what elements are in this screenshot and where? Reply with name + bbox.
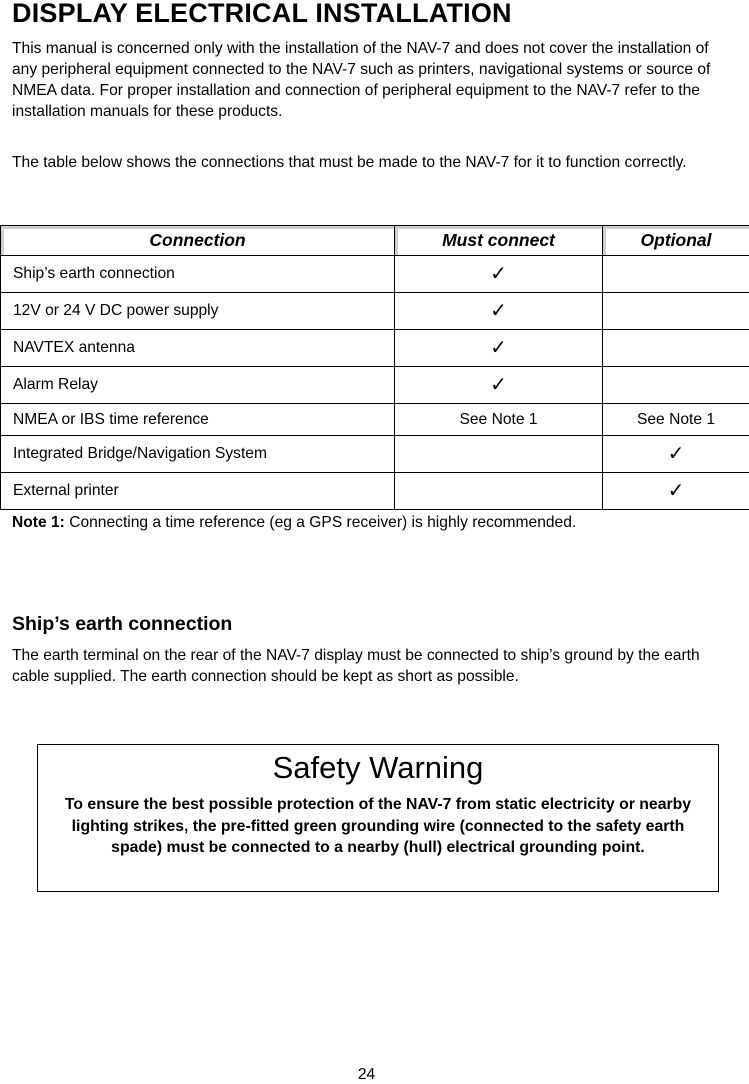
note-text: Connecting a time reference (eg a GPS receiver) is highly recommended. — [65, 514, 576, 531]
check-icon: ✓ — [668, 480, 685, 502]
optional-cell — [603, 330, 749, 367]
connection-cell: External printer — [1, 473, 395, 510]
optional-cell — [603, 293, 749, 330]
section-heading: Ship’s earth connection — [12, 613, 232, 636]
safety-warning-box — [37, 744, 719, 892]
connection-cell: Ship’s earth connection — [1, 256, 395, 293]
connections-table — [0, 225, 749, 510]
warning-text: To ensure the best possible protection of the NAV-7 from static electricity or nearby lighting strikes, the pre-fitted green grounding wire (connected to the safety earth spade) must be connected to a nearby (hull) electrical grounding point. — [46, 794, 710, 859]
header-must-connect: Must connect — [395, 226, 603, 256]
connection-cell: Integrated Bridge/Navigation System — [1, 436, 395, 473]
optional-cell: See Note 1 — [603, 404, 749, 436]
table-header-row — [1, 226, 749, 256]
optional-cell — [603, 367, 749, 404]
check-icon: ✓ — [490, 374, 507, 396]
table-row — [1, 436, 749, 473]
must-connect-cell — [395, 293, 603, 330]
check-icon: ✓ — [490, 337, 507, 359]
optional-cell — [603, 436, 749, 473]
check-icon: ✓ — [490, 263, 507, 285]
must-connect-cell — [395, 256, 603, 293]
connection-cell: NAVTEX antenna — [1, 330, 395, 367]
optional-cell — [603, 473, 749, 510]
intro-paragraph: This manual is concerned only with the installation of the NAV-7 and does not cover the installation of any peripheral equipment connected to the NAV-7 such as printers, navigational systems or source of NMEA data. For proper installation and connection of peripheral equipment to the NAV-7 refer to the installation manuals for these products. — [12, 38, 732, 122]
table-row — [1, 473, 749, 510]
must-connect-cell — [395, 473, 603, 510]
page-title: DISPLAY ELECTRICAL INSTALLATION — [12, 0, 512, 29]
connection-cell: 12V or 24 V DC power supply — [1, 293, 395, 330]
check-icon: ✓ — [490, 300, 507, 322]
optional-cell — [603, 256, 749, 293]
earth-paragraph: The earth terminal on the rear of the NAV-7 display must be connected to ship’s ground by the earth cable supplied. The earth connection should be kept as short as possible. — [12, 645, 732, 687]
note-label: Note 1: — [12, 514, 65, 531]
table-row — [1, 330, 749, 367]
must-connect-cell — [395, 367, 603, 404]
table-intro-paragraph: The table below shows the connections that must be made to the NAV-7 for it to function correctly. — [12, 152, 732, 173]
warning-title: Safety Warning — [38, 748, 718, 788]
page-number: 24 — [0, 1066, 733, 1084]
connection-cell: NMEA or IBS time reference — [1, 404, 395, 436]
table-note — [12, 514, 576, 532]
header-optional: Optional — [603, 226, 749, 256]
table-row — [1, 404, 749, 436]
must-connect-cell: See Note 1 — [395, 404, 603, 436]
table-row — [1, 293, 749, 330]
table-row — [1, 367, 749, 404]
check-icon: ✓ — [668, 443, 685, 465]
connection-cell: Alarm Relay — [1, 367, 395, 404]
must-connect-cell — [395, 330, 603, 367]
table-row — [1, 256, 749, 293]
must-connect-cell — [395, 436, 603, 473]
header-connection: Connection — [1, 226, 395, 256]
